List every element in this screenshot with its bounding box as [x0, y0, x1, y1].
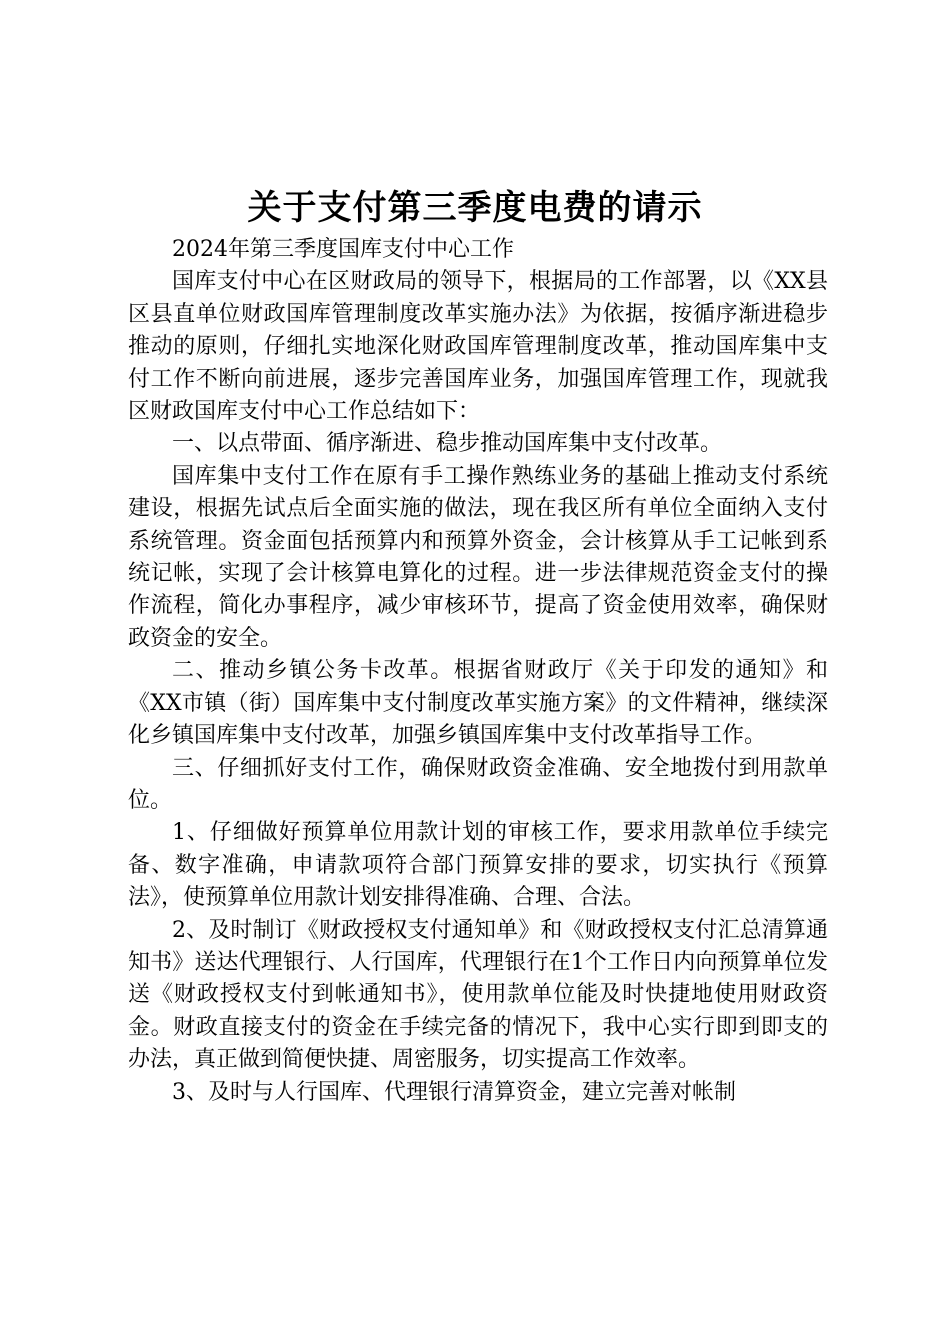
paragraph-intro: 国库支付中心在区财政局的领导下，根据局的工作部署，以《XX县区县直单位财政国库管理制度改革实施办法》为依据，按循序渐进稳步推动的原则，仔细扎实地深化财政国库管理制度改革，推动国库集中支付工作不断向前进展，逐步完善国库业务，加强国库管理工作，现就我区财政国库支付中心工作总结如下： [128, 269, 828, 425]
paragraph-heading-2: 二、推动乡镇公务卡改革。根据省财政厅《关于印发的通知》和《XX市镇（街）国库集中支付制度改革实施方案》的文件精神，继续深化乡镇国库集中支付改革，加强乡镇国库集中支付改革指导工作。 [128, 658, 828, 749]
paragraph-section-1: 国库集中支付工作在原有手工操作熟练业务的基础上推动支付系统建设，根据先试点后全面实施的做法，现在我区所有单位全面纳入支付系统管理。资金面包括预算内和预算外资金，会计核算从手工记帐到系统记帐，实现了会计核算电算化的过程。进一步法律规范资金支付的操作流程，简化办事程序，减少审核环节，提高了资金使用效率，确保财政资金的安全。 [128, 463, 828, 651]
paragraph-item-1: 1、仔细做好预算单位用款计划的审核工作，要求用款单位手续完备、数字准确，申请款项符合部门预算安排的要求，切实执行《预算法》，使预算单位用款计划安排得准确、合理、合法。 [128, 820, 828, 911]
document-title: 关于支付第三季度电费的请示 [247, 188, 703, 228]
paragraph-item-2: 2、及时制订《财政授权支付通知单》和《财政授权支付汇总清算通知书》送达代理银行、人行国库，代理银行在1个工作日内向预算单位发送《财政授权支付到帐通知书》，使用款单位能及时快捷地使用财政资金。财政直接支付的资金在手续完备的情况下，我中心实行即到即支的办法，真正做到简便快捷、周密服务，切实提高工作效率。 [128, 917, 828, 1073]
paragraph-heading-1: 一、以点带面、循序渐进、稳步推动国库集中支付改革。 [172, 431, 723, 457]
paragraph-item-3: 3、及时与人行国库、代理银行清算资金，建立完善对帐制 [172, 1079, 736, 1105]
paragraph-heading-3: 三、仔细抓好支付工作，确保财政资金准确、安全地拨付到用款单位。 [128, 755, 828, 813]
document-body [128, 234, 828, 1109]
paragraph-subtitle: 2024年第三季度国库支付中心工作 [172, 237, 514, 262]
